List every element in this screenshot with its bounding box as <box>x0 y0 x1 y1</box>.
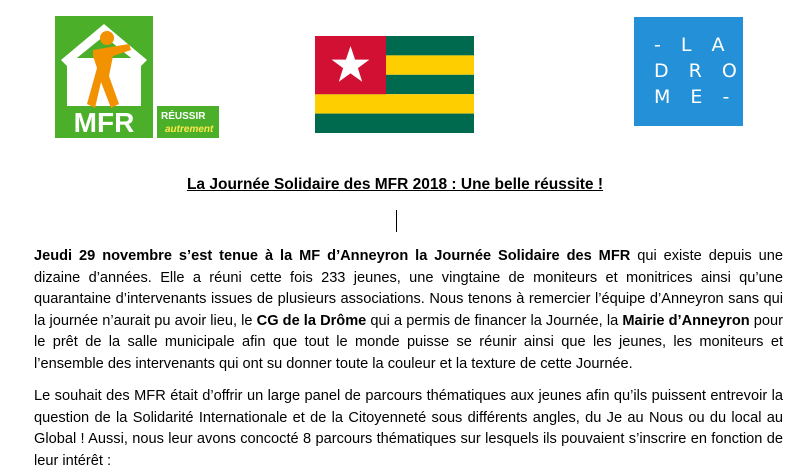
drome-line-3: M E - <box>654 86 737 108</box>
la-drome-logo <box>634 17 743 126</box>
paragraph-1-bold-mairie: Mairie d’Anneyron <box>622 312 750 329</box>
mfr-tagline-top: RÉUSSIR <box>161 111 206 122</box>
paragraph-1-bold-date: Jeudi 29 novembre s’est tenue à la MF d’Anneyron la Journée Solidaire des MFR <box>34 248 631 264</box>
mfr-logo-text: MFR <box>73 107 135 138</box>
drome-line-1: - L A <box>654 34 732 56</box>
togo-flag <box>315 36 474 133</box>
paragraph-1-text-a: qui existe depuis une dizaine d’années. Elle a réuni cette fois 233 jeunes, une vingtaine de moniteurs et monitrices ainsi qu’une quarantaine d’intervenants issues de plusieurs associations. Nous tenons à remercier l’équipe d’Anneyron sans qui la journée n’aurait pu avoir lieu, le <box>34 248 783 329</box>
mfr-tagline-bottom: autrement <box>165 124 214 135</box>
paragraph-2: Le souhait des MFR était d’offrir un large panel de parcours thématiques aux jeunes afin qu’ils puissent entrevoir la question de la Solidarité Internationale et de la Citoyenneté sous différents angles, du Je au Nous ou du local au Global ! Aussi, nous leur avons concocté 8 parcours thématiques sur lesquels ils pouvaient s’inscrire en fonction de leur intérêt : <box>34 388 783 469</box>
paragraph-1-text-b: qui a permis de financer la Journée, la <box>366 312 623 329</box>
document-title: La Journée Solidaire des MFR 2018 : Une belle réussite ! <box>186 176 604 193</box>
text-cursor <box>396 210 397 232</box>
paragraph-1 <box>34 246 783 375</box>
drome-line-2: D R O <box>654 60 744 82</box>
paragraph-1-text-c: pour le prêt de la salle municipale afin que tout le monde puisse se réunir ainsi que les jeunes, les moniteurs et l’ensemble des intervenants qui ont su donner toute la couleur et la texture de cette Journée. <box>34 312 784 372</box>
mfr-logo <box>55 16 220 140</box>
paragraph-1-bold-cg: CG de la Drôme <box>256 312 367 329</box>
